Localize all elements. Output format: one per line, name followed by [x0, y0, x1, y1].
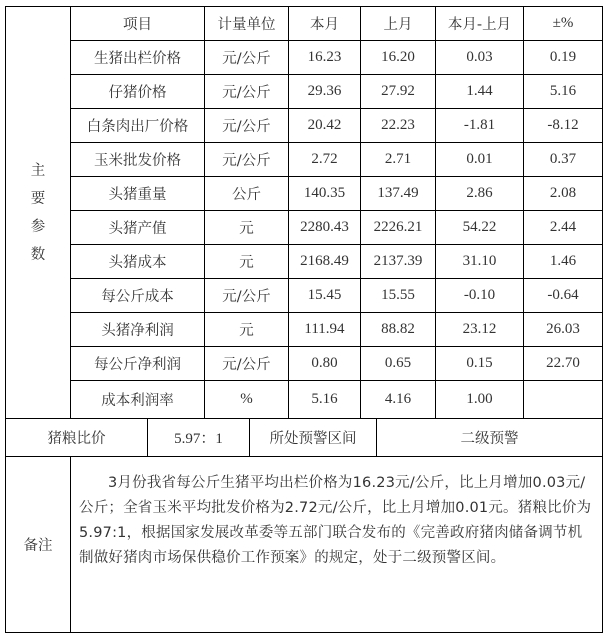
table-row	[6, 313, 603, 347]
cell-last-month: 27.92	[361, 75, 436, 109]
cell-diff: 0.03	[436, 41, 524, 75]
cell-pct: 1.46	[524, 245, 603, 279]
pig-price-report	[5, 6, 602, 633]
cell-unit: %	[205, 381, 289, 419]
cell-this-month: 140.35	[289, 177, 361, 211]
cell-diff: 1.44	[436, 75, 524, 109]
notes-label: 备注	[6, 457, 71, 633]
header-this-month: 本月	[289, 7, 361, 41]
ratio-row	[6, 419, 603, 457]
side-label-char: 要	[30, 190, 46, 207]
cell-unit: 元	[205, 211, 289, 245]
cell-last-month: 2.71	[361, 143, 436, 177]
table-row	[6, 245, 603, 279]
table-row	[6, 211, 603, 245]
table-row	[6, 177, 603, 211]
main-parameters-table	[5, 6, 603, 419]
cell-item: 头猪净利润	[71, 313, 205, 347]
notes-text: 3月份我省每公斤生猪平均出栏价格为16.23元/公斤，比上月增加0.03元/公斤；全省玉米平均批发价格为2.72元/公斤，比上月增加0.01元。猪粮比价为5.97:1，根据国家发展改革委等五部门联合发布的《完善政府猪肉储备调节机制做好猪肉市场保供稳价工作预案》的规定，处于二级预警区间。	[71, 457, 603, 633]
cell-last-month: 2226.21	[361, 211, 436, 245]
cell-unit: 元/公斤	[205, 109, 289, 143]
table-row	[6, 109, 603, 143]
table-row	[6, 143, 603, 177]
cell-item: 成本利润率	[71, 381, 205, 419]
cell-last-month: 16.20	[361, 41, 436, 75]
cell-diff: 23.12	[436, 313, 524, 347]
cell-item: 每公斤净利润	[71, 347, 205, 381]
cell-unit: 元/公斤	[205, 143, 289, 177]
notes-row	[6, 457, 603, 633]
table-row	[6, 347, 603, 381]
cell-unit: 元/公斤	[205, 75, 289, 109]
cell-diff: 54.22	[436, 211, 524, 245]
cell-last-month: 22.23	[361, 109, 436, 143]
ratio-value: 5.97：1	[148, 419, 250, 457]
header-unit: 计量单位	[205, 7, 289, 41]
cell-this-month: 20.42	[289, 109, 361, 143]
ratio-label: 猪粮比价	[6, 419, 148, 457]
cell-last-month: 0.65	[361, 347, 436, 381]
header-row	[6, 7, 603, 41]
warning-zone-value: 二级预警	[377, 419, 603, 457]
table-row	[6, 75, 603, 109]
cell-diff: 0.01	[436, 143, 524, 177]
cell-diff: -1.81	[436, 109, 524, 143]
header-last-month: 上月	[361, 7, 436, 41]
cell-diff: 1.00	[436, 381, 524, 419]
cell-item: 仔猪价格	[71, 75, 205, 109]
cell-pct: 0.37	[524, 143, 603, 177]
cell-last-month: 88.82	[361, 313, 436, 347]
cell-last-month: 137.49	[361, 177, 436, 211]
cell-last-month: 2137.39	[361, 245, 436, 279]
cell-diff: 2.86	[436, 177, 524, 211]
cell-diff: 31.10	[436, 245, 524, 279]
cell-this-month: 29.36	[289, 75, 361, 109]
cell-pct: 22.70	[524, 347, 603, 381]
cell-item: 白条肉出厂价格	[71, 109, 205, 143]
side-label-char: 参	[30, 218, 46, 235]
cell-this-month: 5.16	[289, 381, 361, 419]
cell-item: 头猪成本	[71, 245, 205, 279]
table-row	[6, 41, 603, 75]
cell-pct: -0.64	[524, 279, 603, 313]
notes-table	[5, 456, 603, 633]
cell-diff: 0.15	[436, 347, 524, 381]
side-label-main-parameters	[6, 7, 71, 419]
cell-this-month: 2.72	[289, 143, 361, 177]
header-item: 项目	[71, 7, 205, 41]
cell-this-month: 2280.43	[289, 211, 361, 245]
cell-this-month: 111.94	[289, 313, 361, 347]
cell-item: 头猪重量	[71, 177, 205, 211]
cell-diff: -0.10	[436, 279, 524, 313]
cell-pct: -8.12	[524, 109, 603, 143]
cell-pct: 2.44	[524, 211, 603, 245]
cell-pct: 26.03	[524, 313, 603, 347]
cell-unit: 元/公斤	[205, 347, 289, 381]
side-label-char: 主	[30, 162, 46, 179]
cell-item: 玉米批发价格	[71, 143, 205, 177]
cell-this-month: 15.45	[289, 279, 361, 313]
header-diff: 本月-上月	[436, 7, 524, 41]
price-ratio-table	[5, 418, 603, 457]
warning-zone-label: 所处预警区间	[250, 419, 377, 457]
cell-pct: 5.16	[524, 75, 603, 109]
cell-item: 头猪产值	[71, 211, 205, 245]
header-pct: ±%	[524, 7, 603, 41]
cell-unit: 元/公斤	[205, 279, 289, 313]
side-label-char: 数	[30, 246, 46, 263]
cell-this-month: 16.23	[289, 41, 361, 75]
table-row	[6, 279, 603, 313]
cell-item: 生猪出栏价格	[71, 41, 205, 75]
cell-unit: 元/公斤	[205, 41, 289, 75]
cell-this-month: 0.80	[289, 347, 361, 381]
cell-last-month: 4.16	[361, 381, 436, 419]
cell-pct	[524, 381, 603, 419]
cell-this-month: 2168.49	[289, 245, 361, 279]
cell-pct: 0.19	[524, 41, 603, 75]
table-row	[6, 381, 603, 419]
cell-item: 每公斤成本	[71, 279, 205, 313]
cell-last-month: 15.55	[361, 279, 436, 313]
cell-unit: 公斤	[205, 177, 289, 211]
cell-unit: 元	[205, 245, 289, 279]
cell-unit: 元	[205, 313, 289, 347]
cell-pct: 2.08	[524, 177, 603, 211]
